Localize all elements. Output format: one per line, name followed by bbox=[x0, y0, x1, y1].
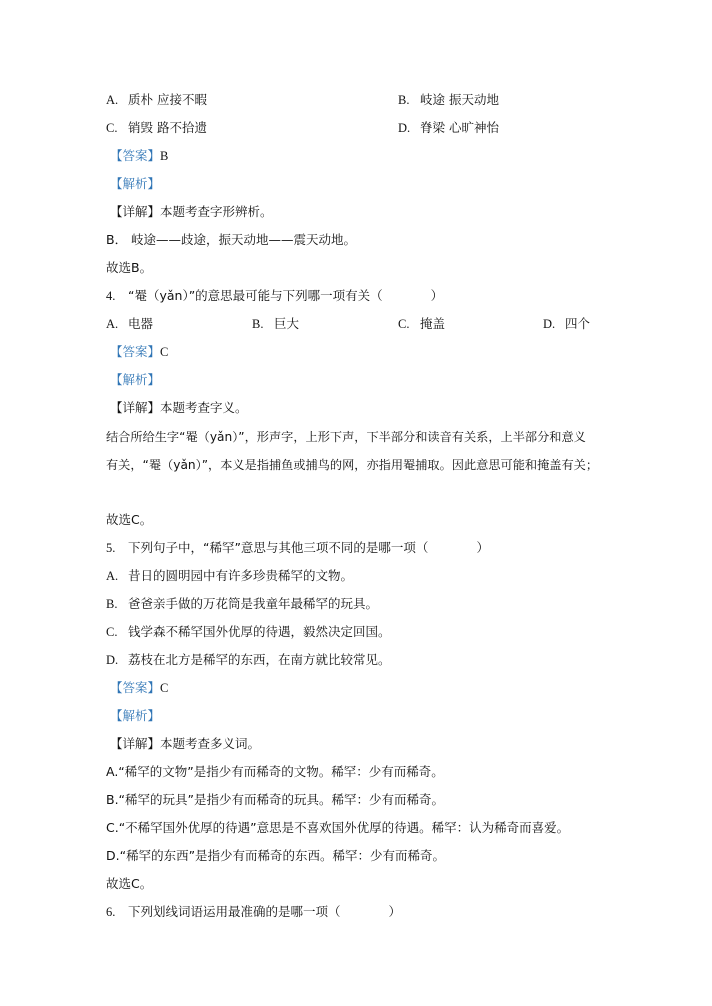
analysis-label: 【解析】 bbox=[110, 372, 161, 387]
q5-explain-a bbox=[106, 764, 444, 780]
q5-conclusion bbox=[106, 876, 152, 892]
option-letter: D. bbox=[398, 121, 411, 135]
q5-option-c bbox=[106, 624, 391, 640]
q5-detail bbox=[110, 736, 260, 752]
answer-value: C bbox=[160, 681, 169, 695]
q6-stem bbox=[106, 904, 401, 920]
q3-analysis bbox=[110, 176, 160, 192]
detail-text: 本题考查字义。 bbox=[160, 400, 248, 415]
q5-explain-b bbox=[106, 792, 444, 808]
option-text: 巨大 bbox=[273, 316, 299, 331]
explain-text: D.“稀罕的东西”是指少有而稀奇的东西。稀罕：少有而稀奇。 bbox=[106, 848, 446, 863]
option-letter: B. bbox=[252, 317, 264, 331]
q5-answer bbox=[110, 680, 168, 696]
q4-detail bbox=[110, 400, 248, 416]
question-close-paren: ） bbox=[388, 904, 402, 919]
detail-label: 【详解】 bbox=[110, 400, 161, 415]
option-letter: A. bbox=[106, 317, 119, 331]
question-number: 5. bbox=[106, 541, 116, 555]
question-text: “罨（yǎn）”的意思最可能与下列哪一项有关（ bbox=[127, 288, 383, 303]
conclusion-text: 故选C。 bbox=[106, 512, 153, 527]
explain-text: 有关，“罨（yǎn）”，本义是指捕鱼或捕鸟的网，亦指用罨捕取。因此意思可能和掩盖有关； bbox=[106, 458, 599, 472]
option-text: 四个 bbox=[564, 316, 590, 331]
q4-option-c bbox=[398, 316, 445, 332]
question-close-paren: ） bbox=[430, 288, 444, 303]
explain-text: C.“不稀罕国外优厚的待遇”意思是不喜欢国外优厚的待遇。稀罕：认为稀奇而喜爱。 bbox=[106, 820, 570, 835]
q5-option-d bbox=[106, 652, 391, 668]
q3-option-b bbox=[398, 92, 499, 108]
q5-option-b bbox=[106, 596, 378, 612]
option-letter: C. bbox=[106, 625, 118, 639]
q3-option-c bbox=[106, 120, 207, 136]
q4-conclusion bbox=[106, 512, 152, 528]
q5-analysis bbox=[110, 708, 160, 724]
detail-text: 本题考查字形辨析。 bbox=[160, 204, 273, 219]
q4-option-b bbox=[252, 316, 299, 332]
option-letter: C. bbox=[106, 121, 118, 135]
analysis-label: 【解析】 bbox=[110, 176, 161, 191]
detail-label: 【详解】 bbox=[110, 736, 161, 751]
option-text: 质朴 应接不暇 bbox=[127, 92, 207, 107]
option-letter: D. bbox=[543, 317, 556, 331]
explain-text: B． 岐途——歧途，振天动地——震天动地。 bbox=[106, 232, 357, 247]
q4-option-d bbox=[543, 316, 590, 332]
q5-option-a bbox=[106, 568, 353, 584]
q4-explain-line2 bbox=[106, 457, 598, 473]
question-number: 4. bbox=[106, 289, 116, 303]
q4-analysis bbox=[110, 372, 160, 388]
option-text: 荔枝在北方是稀罕的东西，在南方就比较常见。 bbox=[127, 652, 391, 667]
q3-option-a bbox=[106, 92, 207, 108]
option-letter: A. bbox=[106, 93, 119, 107]
question-text: 下列句子中，“稀罕”意思与其他三项不同的是哪一项（ bbox=[127, 540, 429, 555]
q3-conclusion bbox=[106, 260, 152, 276]
q4-answer bbox=[110, 344, 168, 360]
detail-label: 【详解】 bbox=[110, 204, 161, 219]
conclusion-text: 故选C。 bbox=[106, 876, 153, 891]
q5-explain-c bbox=[106, 820, 569, 836]
q3-option-d bbox=[398, 120, 499, 136]
q3-detail bbox=[110, 204, 273, 220]
q4-stem bbox=[106, 288, 443, 304]
q3-explain bbox=[106, 232, 356, 248]
answer-value: B bbox=[160, 149, 169, 163]
explain-text: B.“稀罕的玩具”是指少有而稀奇的玩具。稀罕：少有而稀奇。 bbox=[106, 792, 445, 807]
option-text: 掩盖 bbox=[419, 316, 445, 331]
analysis-label: 【解析】 bbox=[110, 708, 161, 723]
option-letter: B. bbox=[106, 597, 118, 611]
option-letter: A. bbox=[106, 569, 119, 583]
q5-stem bbox=[106, 540, 489, 556]
option-text: 昔日的圆明园中有许多珍贵稀罕的文物。 bbox=[127, 568, 353, 583]
option-text: 爸爸亲手做的万花筒是我童年最稀罕的玩具。 bbox=[127, 596, 378, 611]
option-letter: D. bbox=[106, 653, 119, 667]
option-letter: B. bbox=[398, 93, 410, 107]
q5-explain-d bbox=[106, 848, 445, 864]
option-text: 电器 bbox=[127, 316, 153, 331]
detail-text: 本题考查多义词。 bbox=[160, 736, 261, 751]
option-text: 岐途 振天动地 bbox=[419, 92, 499, 107]
question-number: 6. bbox=[106, 905, 116, 919]
answer-value: C bbox=[160, 345, 169, 359]
option-text: 销毁 路不拾遗 bbox=[127, 120, 207, 135]
option-text: 钱学森不稀罕国外优厚的待遇，毅然决定回国。 bbox=[127, 624, 391, 639]
answer-label: 【答案】 bbox=[110, 344, 161, 359]
option-text: 脊梁 心旷神怡 bbox=[419, 120, 499, 135]
question-text: 下列划线词语运用最准确的是哪一项（ bbox=[127, 904, 341, 919]
q4-option-a bbox=[106, 316, 153, 332]
q4-explain-line1 bbox=[106, 429, 586, 445]
explain-text: 结合所给生字“罨（yǎn）”，形声字，上形下声，下半部分和读音有关系，上半部分和意义 bbox=[106, 430, 586, 444]
question-close-paren: ） bbox=[476, 540, 489, 555]
answer-label: 【答案】 bbox=[110, 148, 161, 163]
explain-text: A.“稀罕的文物”是指少有而稀奇的文物。稀罕：少有而稀奇。 bbox=[106, 764, 444, 779]
answer-label: 【答案】 bbox=[110, 680, 161, 695]
q3-answer bbox=[110, 148, 168, 164]
conclusion-text: 故选B。 bbox=[106, 260, 153, 275]
option-letter: C. bbox=[398, 317, 410, 331]
